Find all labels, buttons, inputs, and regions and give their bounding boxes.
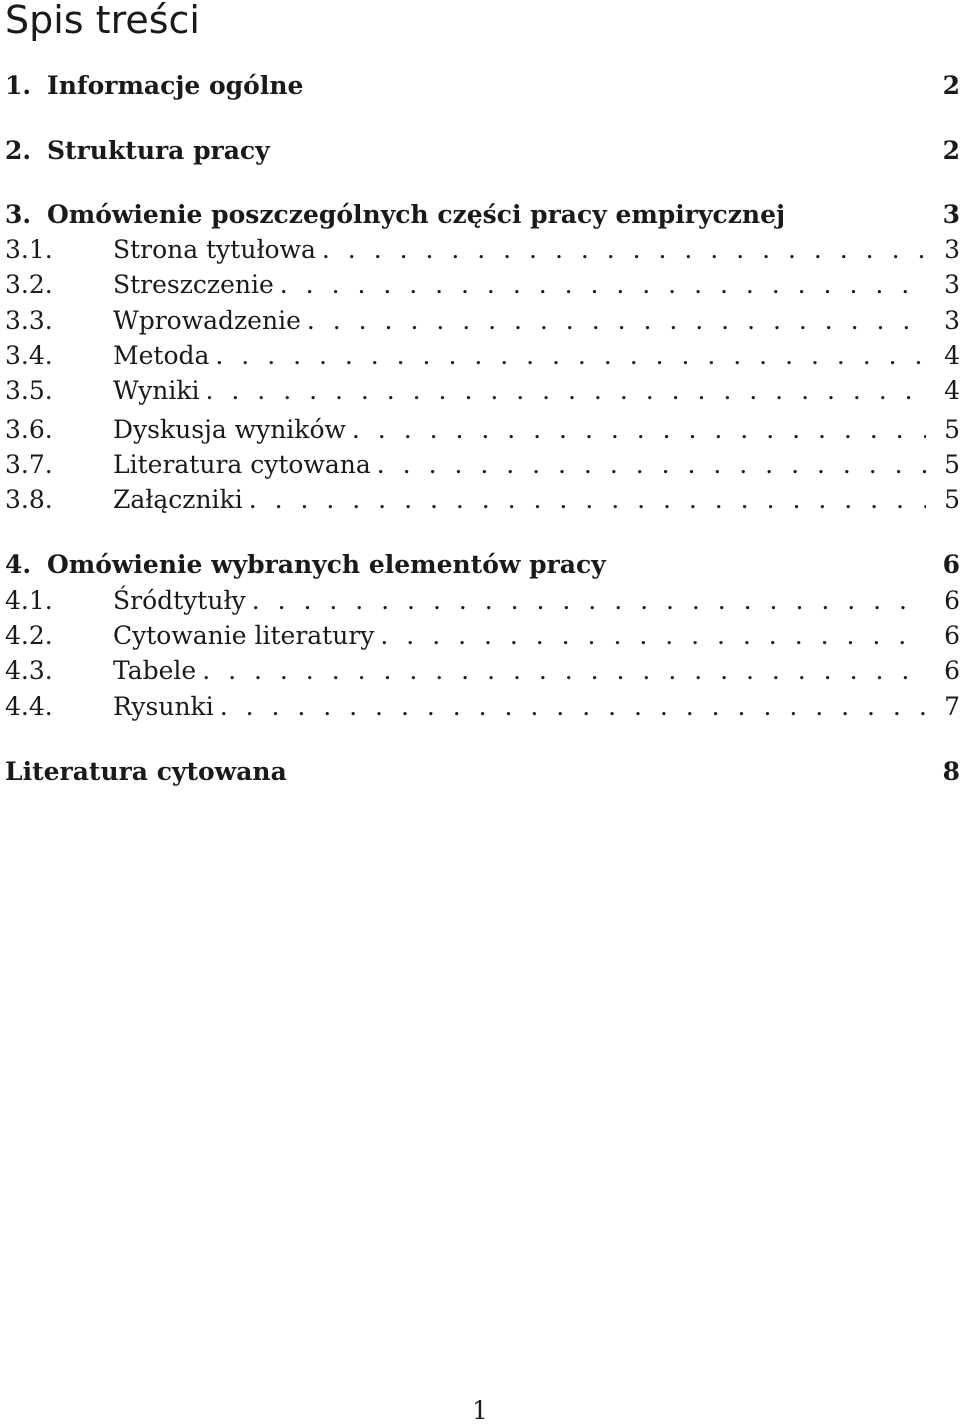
toc-entry-page: 6: [944, 586, 960, 615]
toc-entry-number: 3.3.: [5, 306, 53, 335]
toc-entry-page: 6: [944, 621, 960, 650]
toc-entry-number: 4.2.: [5, 621, 53, 650]
toc-entry-title: Wyniki: [113, 376, 200, 405]
toc-entry-page: 6: [942, 550, 960, 579]
toc-entry-title: Cytowanie literatury: [113, 621, 375, 650]
toc-entry-4-1[interactable]: [5, 584, 960, 618]
toc-entry-number: 3.: [5, 200, 32, 229]
toc-entry-title: Metoda: [113, 341, 210, 370]
toc-entry-title: Informacje ogólne: [47, 71, 304, 100]
dot-leader: [206, 374, 926, 408]
dot-leader: [307, 304, 926, 338]
toc-entry-number: 3.6.: [5, 415, 53, 444]
toc-entry-page: 6: [944, 656, 960, 685]
dot-leader: [380, 619, 926, 653]
toc-entry-3-5[interactable]: [5, 374, 960, 408]
toc-entry-3-3[interactable]: [5, 304, 960, 338]
toc-entry-3-4[interactable]: [5, 339, 960, 373]
toc-entry-page: 5: [944, 415, 960, 444]
toc-entry-page: 3: [942, 200, 960, 229]
toc-entry-3-8[interactable]: [5, 483, 960, 517]
toc-entry-page: 4: [944, 341, 960, 370]
toc-entry-title: Streszczenie: [113, 270, 274, 299]
dot-leader: [215, 339, 926, 373]
toc-entry-title: Tabele: [113, 656, 197, 685]
toc-entry-3-2[interactable]: [5, 268, 960, 302]
dot-leader: [322, 233, 926, 267]
toc-entry-title: Załączniki: [113, 485, 243, 514]
toc-entry-title: Rysunki: [113, 692, 214, 721]
toc-entry-number: 3.7.: [5, 450, 53, 479]
toc-entry-page: 7: [944, 692, 960, 721]
toc-entry-number: 3.2.: [5, 270, 53, 299]
toc-entry-title: Omówienie poszczególnych części pracy empirycznej: [47, 200, 786, 229]
page-title: Spis treści: [5, 0, 200, 42]
toc-entry-title: Strona tytułowa: [113, 235, 316, 264]
toc-entry-number: 3.4.: [5, 341, 53, 370]
toc-entry-title: Omówienie wybranych elementów pracy: [47, 550, 606, 579]
dot-leader: [377, 448, 926, 482]
toc-entry-title: Wprowadzenie: [113, 306, 301, 335]
toc-entry-page: 2: [942, 71, 960, 100]
dot-leader: [202, 654, 926, 688]
dot-leader: [352, 413, 926, 447]
toc-entry-4-2[interactable]: [5, 619, 960, 653]
toc-entry-2[interactable]: [5, 134, 960, 168]
toc-entry-page: 3: [944, 235, 960, 264]
toc-entry-page: 4: [944, 376, 960, 405]
dot-leader: [249, 483, 926, 517]
toc-entry-number: 4.4.: [5, 692, 53, 721]
toc-entry-4-4[interactable]: [5, 690, 960, 724]
toc-entry-number: 4.1.: [5, 586, 53, 615]
dot-leader: [252, 584, 926, 618]
toc-entry-number: 1.: [5, 71, 32, 100]
toc-entry-4[interactable]: [5, 548, 960, 582]
toc-entry-title: Literatura cytowana: [113, 450, 371, 479]
toc-entry-3[interactable]: [5, 198, 960, 232]
toc-entry-number: 4.: [5, 550, 32, 579]
toc-entry-page: 3: [944, 270, 960, 299]
toc-entry-number: 3.5.: [5, 376, 53, 405]
toc-entry-title: Literatura cytowana: [5, 757, 287, 786]
toc-entry-4-3[interactable]: [5, 654, 960, 688]
toc-entry-title: Śródtytuły: [113, 586, 246, 615]
page-number: 1: [472, 1396, 488, 1425]
toc-entry-page: 8: [942, 757, 960, 786]
toc-entry-3-6[interactable]: [5, 413, 960, 447]
dot-leader: [220, 690, 926, 724]
toc-entry-page: 2: [942, 136, 960, 165]
toc-entry-3-7[interactable]: [5, 448, 960, 482]
toc-entry-number: 2.: [5, 136, 32, 165]
toc-entry-bibliography[interactable]: [5, 755, 960, 789]
toc-entry-number: 4.3.: [5, 656, 53, 685]
toc-entry-number: 3.8.: [5, 485, 53, 514]
toc-entry-page: 5: [944, 450, 960, 479]
toc-entry-page: 5: [944, 485, 960, 514]
toc-entry-title: Dyskusja wyników: [113, 415, 346, 444]
toc-entry-number: 3.1.: [5, 235, 53, 264]
toc-entry-title: Struktura pracy: [47, 136, 270, 165]
toc-entry-3-1[interactable]: [5, 233, 960, 267]
toc-entry-page: 3: [944, 306, 960, 335]
toc-entry-1[interactable]: [5, 69, 960, 103]
dot-leader: [280, 268, 926, 302]
